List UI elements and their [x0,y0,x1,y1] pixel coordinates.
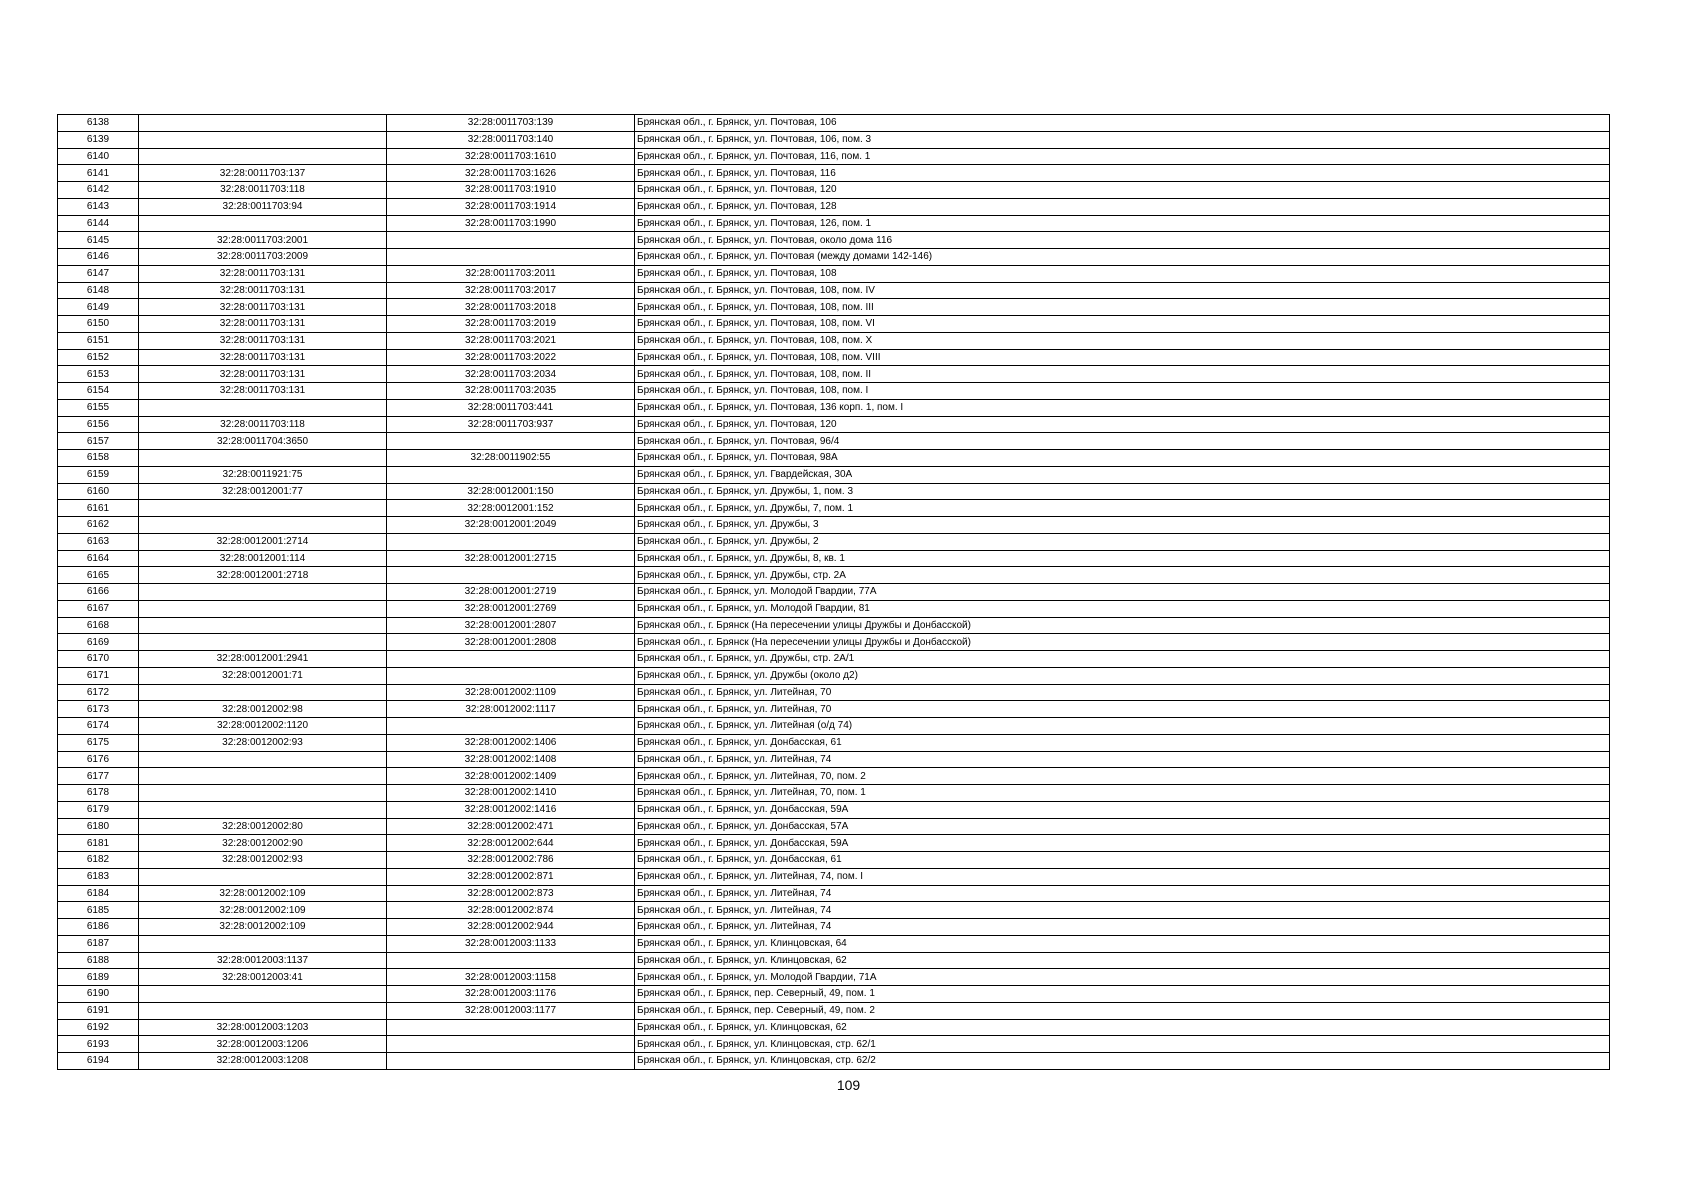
building-cadastral-number-cell: 32:28:0012003:1158 [387,969,635,986]
address-cell: Брянская обл., г. Брянск, пер. Северный, 49, пом. 2 [635,1002,1610,1019]
building-cadastral-number-cell: 32:28:0012001:2808 [387,634,635,651]
row-number-cell: 6142 [58,182,139,199]
row-number-cell: 6173 [58,701,139,718]
row-number-cell: 6182 [58,852,139,869]
table-row [58,835,1610,852]
land-cadastral-number-cell: 32:28:0012002:98 [139,701,387,718]
address-cell: Брянская обл., г. Брянск, ул. Дружбы (около д2) [635,667,1610,684]
registry-table-body [58,115,1610,1070]
building-cadastral-number-cell: 32:28:0012003:1176 [387,986,635,1003]
address-cell: Брянская обл., г. Брянск, ул. Почтовая, 120 [635,416,1610,433]
land-cadastral-number-cell: 32:28:0011703:131 [139,299,387,316]
table-row [58,852,1610,869]
address-cell: Брянская обл., г. Брянск, ул. Почтовая, 96/4 [635,433,1610,450]
row-number-cell: 6148 [58,282,139,299]
table-row [58,215,1610,232]
table-row [58,684,1610,701]
land-cadastral-number-cell: 32:28:0012002:109 [139,902,387,919]
address-cell: Брянская обл., г. Брянск, ул. Донбасская, 61 [635,734,1610,751]
table-row [58,249,1610,266]
address-cell: Брянская обл., г. Брянск, ул. Почтовая, 116 [635,165,1610,182]
building-cadastral-number-cell: 32:28:0012002:1410 [387,785,635,802]
building-cadastral-number-cell: 32:28:0012002:873 [387,885,635,902]
building-cadastral-number-cell [387,952,635,969]
building-cadastral-number-cell [387,533,635,550]
row-number-cell: 6141 [58,165,139,182]
address-cell: Брянская обл., г. Брянск, ул. Почтовая, 106 [635,115,1610,132]
building-cadastral-number-cell: 32:28:0012002:1409 [387,768,635,785]
land-cadastral-number-cell [139,500,387,517]
row-number-cell: 6157 [58,433,139,450]
land-cadastral-number-cell [139,801,387,818]
address-cell: Брянская обл., г. Брянск, ул. Дружбы, стр. 2А [635,567,1610,584]
address-cell: Брянская обл., г. Брянск (На пересечении улицы Дружбы и Донбасской) [635,634,1610,651]
land-cadastral-number-cell [139,935,387,952]
table-row [58,1019,1610,1036]
address-cell: Брянская обл., г. Брянск, ул. Донбасская, 59А [635,835,1610,852]
land-cadastral-number-cell [139,399,387,416]
land-cadastral-number-cell: 32:28:0012003:41 [139,969,387,986]
building-cadastral-number-cell: 32:28:0012002:871 [387,868,635,885]
address-cell: Брянская обл., г. Брянск, ул. Почтовая, 106, пом. 3 [635,131,1610,148]
table-row [58,885,1610,902]
row-number-cell: 6180 [58,818,139,835]
land-cadastral-number-cell: 32:28:0011703:2009 [139,249,387,266]
building-cadastral-number-cell: 32:28:0011703:1914 [387,198,635,215]
row-number-cell: 6175 [58,734,139,751]
row-number-cell: 6183 [58,868,139,885]
table-row [58,1053,1610,1070]
table-row [58,483,1610,500]
row-number-cell: 6185 [58,902,139,919]
land-cadastral-number-cell [139,517,387,534]
address-cell: Брянская обл., г. Брянск, ул. Клинцовская, стр. 62/2 [635,1053,1610,1070]
building-cadastral-number-cell: 32:28:0012002:1117 [387,701,635,718]
building-cadastral-number-cell [387,249,635,266]
table-row [58,584,1610,601]
land-cadastral-number-cell: 32:28:0011703:131 [139,332,387,349]
land-cadastral-number-cell: 32:28:0011704:3650 [139,433,387,450]
row-number-cell: 6177 [58,768,139,785]
registry-table [57,114,1610,1070]
row-number-cell: 6163 [58,533,139,550]
land-cadastral-number-cell [139,584,387,601]
land-cadastral-number-cell: 32:28:0012001:77 [139,483,387,500]
table-row [58,986,1610,1003]
building-cadastral-number-cell: 32:28:0012003:1177 [387,1002,635,1019]
row-number-cell: 6162 [58,517,139,534]
table-row [58,969,1610,986]
land-cadastral-number-cell: 32:28:0012002:1120 [139,718,387,735]
address-cell: Брянская обл., г. Брянск, ул. Почтовая, 108 [635,265,1610,282]
address-cell: Брянская обл., г. Брянск, ул. Почтовая, 98А [635,450,1610,467]
row-number-cell: 6140 [58,148,139,165]
table-row [58,600,1610,617]
building-cadastral-number-cell: 32:28:0011703:2022 [387,349,635,366]
land-cadastral-number-cell [139,868,387,885]
address-cell: Брянская обл., г. Брянск, ул. Молодой Гвардии, 77А [635,584,1610,601]
address-cell: Брянская обл., г. Брянск, ул. Молодой Гвардии, 71А [635,969,1610,986]
table-row [58,935,1610,952]
building-cadastral-number-cell [387,466,635,483]
land-cadastral-number-cell: 32:28:0012002:90 [139,835,387,852]
table-row [58,1002,1610,1019]
building-cadastral-number-cell: 32:28:0011902:55 [387,450,635,467]
address-cell: Брянская обл., г. Брянск, ул. Почтовая (между домами 142-146) [635,249,1610,266]
address-cell: Брянская обл., г. Брянск (На пересечении улицы Дружбы и Донбасской) [635,617,1610,634]
table-row [58,416,1610,433]
land-cadastral-number-cell [139,115,387,132]
row-number-cell: 6160 [58,483,139,500]
land-cadastral-number-cell [139,684,387,701]
row-number-cell: 6154 [58,383,139,400]
row-number-cell: 6161 [58,500,139,517]
row-number-cell: 6184 [58,885,139,902]
row-number-cell: 6171 [58,667,139,684]
row-number-cell: 6168 [58,617,139,634]
land-cadastral-number-cell: 32:28:0011703:137 [139,165,387,182]
row-number-cell: 6167 [58,600,139,617]
address-cell: Брянская обл., г. Брянск, ул. Клинцовская, 64 [635,935,1610,952]
land-cadastral-number-cell: 32:28:0012001:71 [139,667,387,684]
row-number-cell: 6159 [58,466,139,483]
row-number-cell: 6155 [58,399,139,416]
land-cadastral-number-cell [139,1002,387,1019]
address-cell: Брянская обл., г. Брянск, ул. Почтовая, 108, пом. VIII [635,349,1610,366]
building-cadastral-number-cell: 32:28:0011703:2018 [387,299,635,316]
building-cadastral-number-cell: 32:28:0012001:2719 [387,584,635,601]
address-cell: Брянская обл., г. Брянск, ул. Почтовая, 108, пом. I [635,383,1610,400]
building-cadastral-number-cell: 32:28:0011703:1990 [387,215,635,232]
address-cell: Брянская обл., г. Брянск, ул. Литейная, 70, пом. 1 [635,785,1610,802]
table-row [58,433,1610,450]
row-number-cell: 6151 [58,332,139,349]
row-number-cell: 6192 [58,1019,139,1036]
address-cell: Брянская обл., г. Брянск, ул. Клинцовская, 62 [635,952,1610,969]
land-cadastral-number-cell: 32:28:0011703:118 [139,416,387,433]
row-number-cell: 6152 [58,349,139,366]
building-cadastral-number-cell [387,433,635,450]
table-row [58,299,1610,316]
row-number-cell: 6190 [58,986,139,1003]
row-number-cell: 6188 [58,952,139,969]
table-row [58,718,1610,735]
address-cell: Брянская обл., г. Брянск, ул. Почтовая, 108, пом. X [635,332,1610,349]
table-row [58,500,1610,517]
address-cell: Брянская обл., г. Брянск, ул. Почтовая, 108, пом. III [635,299,1610,316]
building-cadastral-number-cell: 32:28:0012002:874 [387,902,635,919]
building-cadastral-number-cell: 32:28:0011703:1610 [387,148,635,165]
table-row [58,667,1610,684]
building-cadastral-number-cell: 32:28:0012002:471 [387,818,635,835]
building-cadastral-number-cell: 32:28:0011703:2017 [387,282,635,299]
row-number-cell: 6149 [58,299,139,316]
address-cell: Брянская обл., г. Брянск, ул. Литейная, 74, пом. I [635,868,1610,885]
address-cell: Брянская обл., г. Брянск, ул. Дружбы, 7, пом. 1 [635,500,1610,517]
row-number-cell: 6176 [58,751,139,768]
address-cell: Брянская обл., г. Брянск, ул. Литейная, 74 [635,885,1610,902]
land-cadastral-number-cell: 32:28:0012001:114 [139,550,387,567]
land-cadastral-number-cell: 32:28:0011703:131 [139,383,387,400]
building-cadastral-number-cell: 32:28:0011703:140 [387,131,635,148]
table-row [58,952,1610,969]
table-row [58,198,1610,215]
table-row [58,751,1610,768]
row-number-cell: 6178 [58,785,139,802]
row-number-cell: 6169 [58,634,139,651]
row-number-cell: 6145 [58,232,139,249]
land-cadastral-number-cell: 32:28:0012002:109 [139,885,387,902]
row-number-cell: 6194 [58,1053,139,1070]
building-cadastral-number-cell: 32:28:0011703:2019 [387,316,635,333]
address-cell: Брянская обл., г. Брянск, ул. Почтовая, около дома 116 [635,232,1610,249]
table-row [58,868,1610,885]
address-cell: Брянская обл., г. Брянск, ул. Почтовая, 126, пом. 1 [635,215,1610,232]
table-row [58,232,1610,249]
building-cadastral-number-cell [387,667,635,684]
table-row [58,466,1610,483]
row-number-cell: 6146 [58,249,139,266]
land-cadastral-number-cell: 32:28:0012001:2714 [139,533,387,550]
address-cell: Брянская обл., г. Брянск, ул. Литейная, 74 [635,902,1610,919]
address-cell: Брянская обл., г. Брянск, ул. Почтовая, 108, пом. II [635,366,1610,383]
table-row [58,567,1610,584]
row-number-cell: 6139 [58,131,139,148]
building-cadastral-number-cell: 32:28:0011703:2021 [387,332,635,349]
land-cadastral-number-cell [139,600,387,617]
table-row [58,1036,1610,1053]
land-cadastral-number-cell: 32:28:0011703:131 [139,282,387,299]
table-row [58,785,1610,802]
address-cell: Брянская обл., г. Брянск, ул. Дружбы, 2 [635,533,1610,550]
building-cadastral-number-cell: 32:28:0011703:2035 [387,383,635,400]
building-cadastral-number-cell: 32:28:0012001:2769 [387,600,635,617]
table-row [58,919,1610,936]
land-cadastral-number-cell [139,148,387,165]
address-cell: Брянская обл., г. Брянск, ул. Литейная, 70 [635,701,1610,718]
land-cadastral-number-cell: 32:28:0011921:75 [139,466,387,483]
table-row [58,182,1610,199]
land-cadastral-number-cell [139,785,387,802]
building-cadastral-number-cell: 32:28:0011703:1910 [387,182,635,199]
land-cadastral-number-cell [139,131,387,148]
building-cadastral-number-cell: 32:28:0012001:152 [387,500,635,517]
building-cadastral-number-cell: 32:28:0012001:2807 [387,617,635,634]
row-number-cell: 6143 [58,198,139,215]
land-cadastral-number-cell: 32:28:0011703:131 [139,316,387,333]
address-cell: Брянская обл., г. Брянск, ул. Донбасская, 61 [635,852,1610,869]
building-cadastral-number-cell: 32:28:0012001:2049 [387,517,635,534]
row-number-cell: 6193 [58,1036,139,1053]
row-number-cell: 6172 [58,684,139,701]
row-number-cell: 6191 [58,1002,139,1019]
land-cadastral-number-cell: 32:28:0012002:93 [139,734,387,751]
table-row [58,366,1610,383]
row-number-cell: 6138 [58,115,139,132]
land-cadastral-number-cell [139,215,387,232]
building-cadastral-number-cell: 32:28:0012002:1408 [387,751,635,768]
address-cell: Брянская обл., г. Брянск, пер. Северный, 49, пом. 1 [635,986,1610,1003]
building-cadastral-number-cell: 32:28:0011703:441 [387,399,635,416]
building-cadastral-number-cell: 32:28:0011703:1626 [387,165,635,182]
land-cadastral-number-cell: 32:28:0011703:131 [139,349,387,366]
land-cadastral-number-cell: 32:28:0012001:2718 [139,567,387,584]
table-row [58,450,1610,467]
address-cell: Брянская обл., г. Брянск, ул. Молодой Гвардии, 81 [635,600,1610,617]
address-cell: Брянская обл., г. Брянск, ул. Почтовая, 120 [635,182,1610,199]
row-number-cell: 6174 [58,718,139,735]
address-cell: Брянская обл., г. Брянск, ул. Донбасская, 59А [635,801,1610,818]
table-row [58,332,1610,349]
row-number-cell: 6166 [58,584,139,601]
land-cadastral-number-cell: 32:28:0012003:1137 [139,952,387,969]
land-cadastral-number-cell: 32:28:0011703:94 [139,198,387,215]
building-cadastral-number-cell [387,1053,635,1070]
row-number-cell: 6153 [58,366,139,383]
address-cell: Брянская обл., г. Брянск, ул. Литейная, 74 [635,919,1610,936]
address-cell: Брянская обл., г. Брянск, ул. Почтовая, 116, пом. 1 [635,148,1610,165]
land-cadastral-number-cell: 32:28:0012003:1203 [139,1019,387,1036]
address-cell: Брянская обл., г. Брянск, ул. Дружбы, 3 [635,517,1610,534]
building-cadastral-number-cell: 32:28:0012002:644 [387,835,635,852]
building-cadastral-number-cell [387,718,635,735]
land-cadastral-number-cell [139,751,387,768]
building-cadastral-number-cell [387,651,635,668]
address-cell: Брянская обл., г. Брянск, ул. Почтовая, 108, пом. VI [635,316,1610,333]
building-cadastral-number-cell: 32:28:0012001:2715 [387,550,635,567]
table-row [58,651,1610,668]
land-cadastral-number-cell: 32:28:0012003:1206 [139,1036,387,1053]
address-cell: Брянская обл., г. Брянск, ул. Дружбы, 8, кв. 1 [635,550,1610,567]
row-number-cell: 6187 [58,935,139,952]
building-cadastral-number-cell: 32:28:0012002:1416 [387,801,635,818]
table-row [58,383,1610,400]
land-cadastral-number-cell [139,986,387,1003]
building-cadastral-number-cell: 32:28:0012001:150 [387,483,635,500]
land-cadastral-number-cell: 32:28:0012002:109 [139,919,387,936]
land-cadastral-number-cell: 32:28:0012002:93 [139,852,387,869]
address-cell: Брянская обл., г. Брянск, ул. Почтовая, 128 [635,198,1610,215]
building-cadastral-number-cell: 32:28:0012003:1133 [387,935,635,952]
land-cadastral-number-cell: 32:28:0011703:131 [139,265,387,282]
table-row [58,634,1610,651]
land-cadastral-number-cell: 32:28:0012002:80 [139,818,387,835]
land-cadastral-number-cell [139,617,387,634]
address-cell: Брянская обл., г. Брянск, ул. Почтовая, 136 корп. 1, пом. I [635,399,1610,416]
table-row [58,768,1610,785]
land-cadastral-number-cell [139,768,387,785]
table-row [58,550,1610,567]
building-cadastral-number-cell [387,1019,635,1036]
address-cell: Брянская обл., г. Брянск, ул. Почтовая, 108, пом. IV [635,282,1610,299]
address-cell: Брянская обл., г. Брянск, ул. Литейная (о/д 74) [635,718,1610,735]
land-cadastral-number-cell: 32:28:0012003:1208 [139,1053,387,1070]
page-number: 109 [836,1077,861,1093]
land-cadastral-number-cell: 32:28:0011703:131 [139,366,387,383]
table-row [58,617,1610,634]
building-cadastral-number-cell: 32:28:0012002:786 [387,852,635,869]
table-row [58,734,1610,751]
land-cadastral-number-cell: 32:28:0011703:118 [139,182,387,199]
building-cadastral-number-cell: 32:28:0011703:139 [387,115,635,132]
row-number-cell: 6181 [58,835,139,852]
table-row [58,399,1610,416]
table-row [58,349,1610,366]
row-number-cell: 6170 [58,651,139,668]
row-number-cell: 6144 [58,215,139,232]
row-number-cell: 6150 [58,316,139,333]
address-cell: Брянская обл., г. Брянск, ул. Клинцовская, 62 [635,1019,1610,1036]
building-cadastral-number-cell: 32:28:0012002:1406 [387,734,635,751]
address-cell: Брянская обл., г. Брянск, ул. Гвардейская, 30А [635,466,1610,483]
building-cadastral-number-cell: 32:28:0011703:2011 [387,265,635,282]
address-cell: Брянская обл., г. Брянск, ул. Дружбы, 1, пом. 3 [635,483,1610,500]
table-row [58,265,1610,282]
row-number-cell: 6164 [58,550,139,567]
address-cell: Брянская обл., г. Брянск, ул. Дружбы, стр. 2А/1 [635,651,1610,668]
land-cadastral-number-cell: 32:28:0012001:2941 [139,651,387,668]
table-row [58,115,1610,132]
table-row [58,316,1610,333]
row-number-cell: 6165 [58,567,139,584]
table-row [58,282,1610,299]
address-cell: Брянская обл., г. Брянск, ул. Донбасская, 57А [635,818,1610,835]
building-cadastral-number-cell: 32:28:0011703:937 [387,416,635,433]
table-row [58,131,1610,148]
building-cadastral-number-cell: 32:28:0012002:944 [387,919,635,936]
land-cadastral-number-cell [139,450,387,467]
table-row [58,148,1610,165]
table-row [58,533,1610,550]
row-number-cell: 6158 [58,450,139,467]
address-cell: Брянская обл., г. Брянск, ул. Клинцовская, стр. 62/1 [635,1036,1610,1053]
building-cadastral-number-cell [387,232,635,249]
table-row [58,801,1610,818]
table-row [58,517,1610,534]
table-row [58,701,1610,718]
building-cadastral-number-cell [387,1036,635,1053]
row-number-cell: 6189 [58,969,139,986]
land-cadastral-number-cell [139,634,387,651]
table-row [58,902,1610,919]
row-number-cell: 6179 [58,801,139,818]
building-cadastral-number-cell: 32:28:0012002:1109 [387,684,635,701]
land-cadastral-number-cell: 32:28:0011703:2001 [139,232,387,249]
row-number-cell: 6156 [58,416,139,433]
building-cadastral-number-cell: 32:28:0011703:2034 [387,366,635,383]
address-cell: Брянская обл., г. Брянск, ул. Литейная, 70, пом. 2 [635,768,1610,785]
row-number-cell: 6186 [58,919,139,936]
table-row [58,165,1610,182]
address-cell: Брянская обл., г. Брянск, ул. Литейная, 70 [635,684,1610,701]
address-cell: Брянская обл., г. Брянск, ул. Литейная, 74 [635,751,1610,768]
building-cadastral-number-cell [387,567,635,584]
table-row [58,818,1610,835]
row-number-cell: 6147 [58,265,139,282]
